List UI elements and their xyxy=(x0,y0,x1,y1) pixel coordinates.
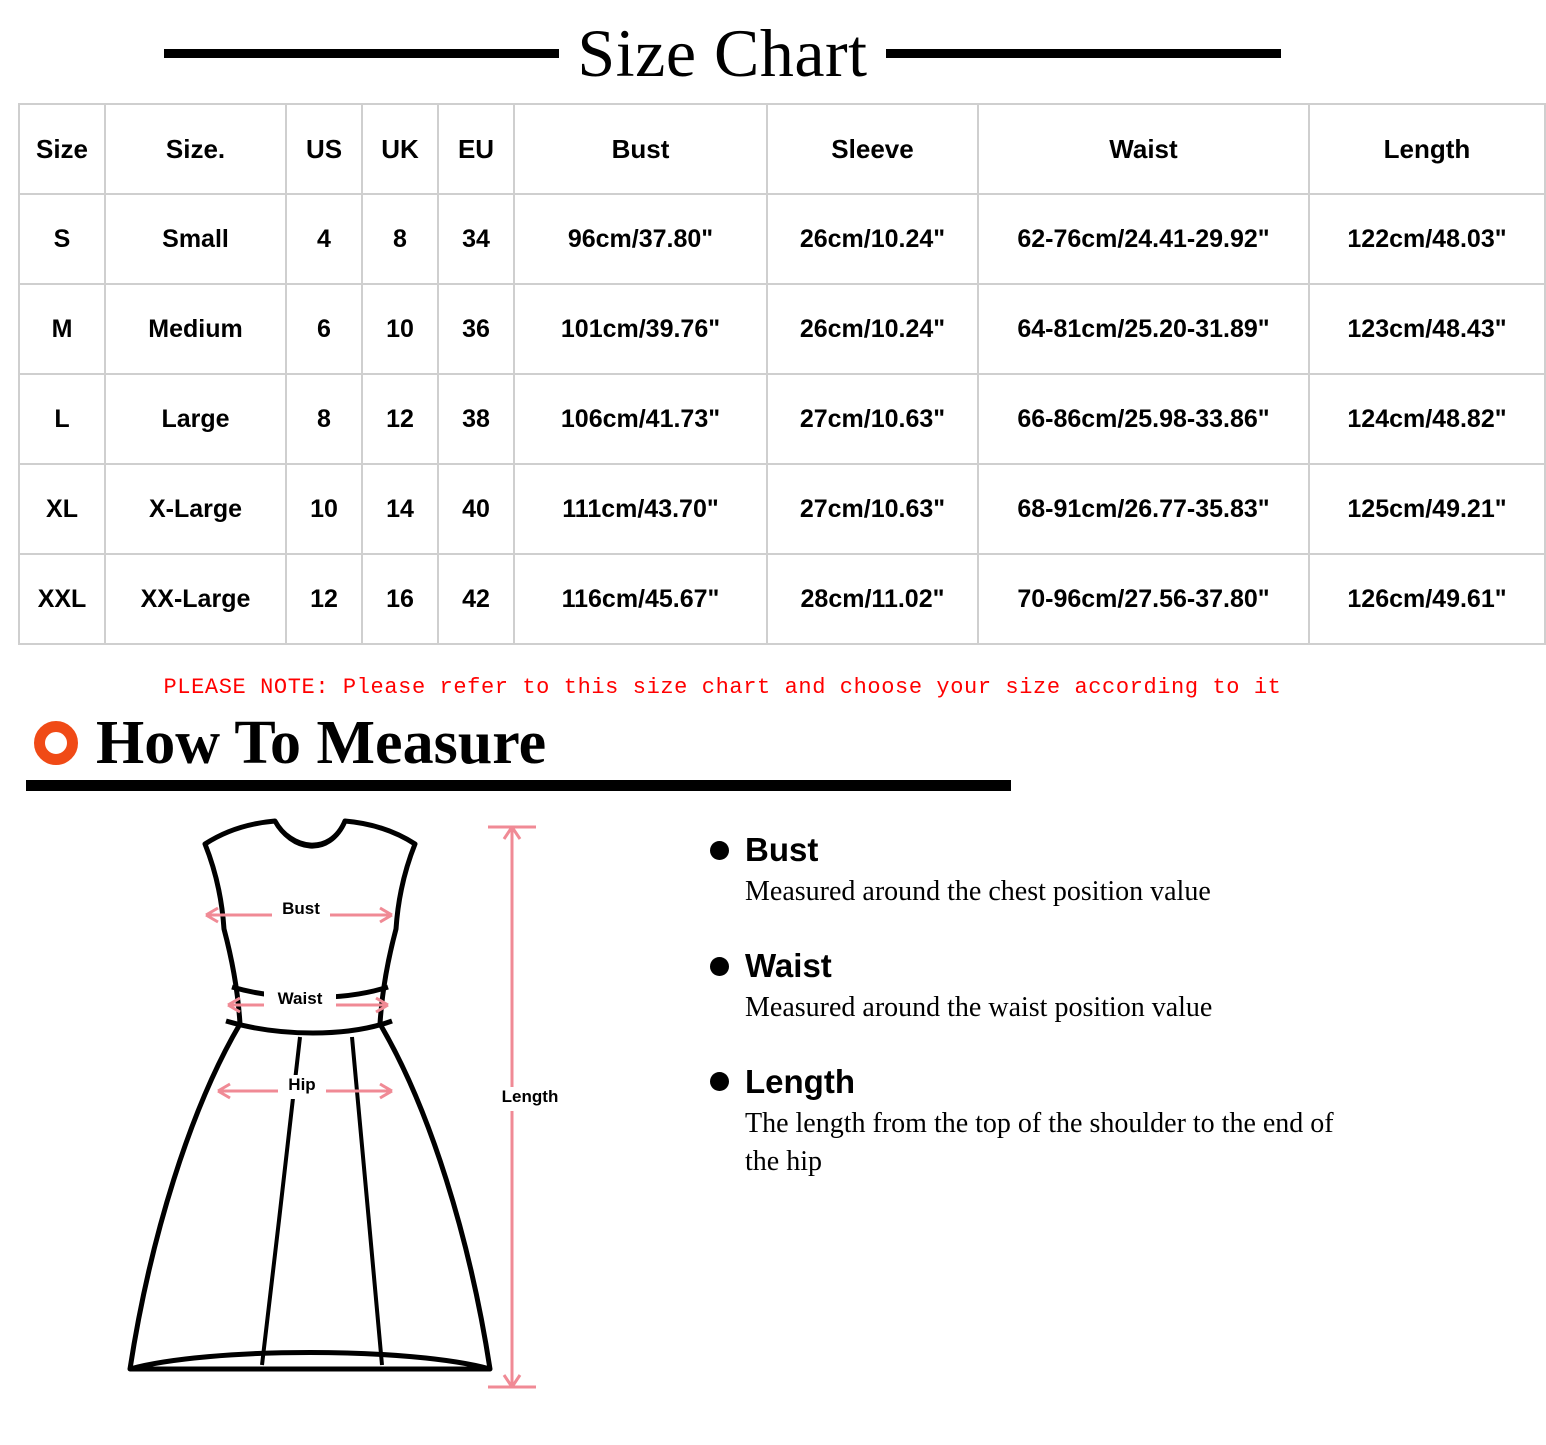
column-header-length: Length xyxy=(1309,104,1545,194)
cell-length: 125cm/49.21" xyxy=(1309,464,1545,554)
cell-size: M xyxy=(19,284,105,374)
page-header xyxy=(0,0,1445,95)
cell-length: 122cm/48.03" xyxy=(1309,194,1545,284)
measure-item-bust xyxy=(710,831,1405,911)
measure-item-text: Measured around the chest position value xyxy=(745,876,1211,908)
how-to-measure-body xyxy=(0,791,1445,1409)
measure-item-heading xyxy=(710,831,1405,869)
cell-sleeve: 26cm/10.24" xyxy=(767,194,978,284)
measure-item-text: Measured around the waist position value xyxy=(745,992,1213,1024)
dress-illustration xyxy=(0,809,680,1409)
table-row xyxy=(19,284,1545,374)
cell-us: 8 xyxy=(286,374,362,464)
cell-waist: 68-91cm/26.77-35.83" xyxy=(978,464,1309,554)
size-chart-table xyxy=(18,103,1546,645)
measure-item-title: Bust xyxy=(745,831,819,869)
cell-uk: 12 xyxy=(362,374,438,464)
cell-size-name: Small xyxy=(105,194,286,284)
dress-diagram xyxy=(0,809,680,1409)
cell-size: XL xyxy=(19,464,105,554)
measure-item-title: Length xyxy=(745,1062,855,1100)
table-row xyxy=(19,374,1545,464)
how-to-measure-header xyxy=(0,706,1445,778)
cell-bust: 116cm/45.67" xyxy=(514,554,767,644)
cell-sleeve: 27cm/10.63" xyxy=(767,374,978,464)
column-header-size: Size xyxy=(19,104,105,194)
cell-us: 10 xyxy=(286,464,362,554)
cell-uk: 16 xyxy=(362,554,438,644)
cell-sleeve: 28cm/11.02" xyxy=(767,554,978,644)
cell-size-name: XX-Large xyxy=(105,554,286,644)
size-chart-table-wrapper xyxy=(0,95,1507,645)
cell-size-name: X-Large xyxy=(105,464,286,554)
measure-item-text: The length from the top of the shoulder to the end of the hip xyxy=(745,1107,1334,1177)
cell-eu: 40 xyxy=(438,464,514,554)
column-header-uk: UK xyxy=(362,104,438,194)
cell-length: 126cm/49.61" xyxy=(1309,554,1545,644)
measure-item-waist xyxy=(710,947,1405,1027)
cell-uk: 10 xyxy=(362,284,438,374)
cell-bust: 106cm/41.73" xyxy=(514,374,767,464)
bullet-icon xyxy=(710,1072,729,1091)
cell-sleeve: 26cm/10.24" xyxy=(767,284,978,374)
ring-icon xyxy=(34,721,78,765)
cell-size-name: Medium xyxy=(105,284,286,374)
cell-us: 6 xyxy=(286,284,362,374)
measure-descriptions xyxy=(680,809,1445,1409)
cell-length: 124cm/48.82" xyxy=(1309,374,1545,464)
cell-size: S xyxy=(19,194,105,284)
header-rule-left xyxy=(164,49,559,58)
column-header-us: US xyxy=(286,104,362,194)
cell-eu: 42 xyxy=(438,554,514,644)
measure-item-heading xyxy=(710,1063,1405,1101)
cell-waist: 70-96cm/27.56-37.80" xyxy=(978,554,1309,644)
table-row xyxy=(19,464,1545,554)
cell-length: 123cm/48.43" xyxy=(1309,284,1545,374)
cell-us: 4 xyxy=(286,194,362,284)
cell-size: L xyxy=(19,374,105,464)
column-header-waist: Waist xyxy=(978,104,1309,194)
column-header-eu: EU xyxy=(438,104,514,194)
cell-bust: 96cm/37.80" xyxy=(514,194,767,284)
cell-sleeve: 27cm/10.63" xyxy=(767,464,978,554)
measure-item-length xyxy=(710,1063,1405,1181)
page-title: Size Chart xyxy=(577,15,868,91)
cell-waist: 64-81cm/25.20-31.89" xyxy=(978,284,1309,374)
cell-us: 12 xyxy=(286,554,362,644)
table-row xyxy=(19,194,1545,284)
cell-bust: 111cm/43.70" xyxy=(514,464,767,554)
measure-item-title: Waist xyxy=(745,947,832,985)
cell-size: XXL xyxy=(19,554,105,644)
how-to-measure-title: How To Measure xyxy=(96,709,547,778)
bullet-icon xyxy=(710,957,729,976)
table-row xyxy=(19,554,1545,644)
cell-uk: 8 xyxy=(362,194,438,284)
header-rule-right xyxy=(886,49,1281,58)
cell-bust: 101cm/39.76" xyxy=(514,284,767,374)
please-note-text: PLEASE NOTE: Please refer to this size chart and choose your size according to it xyxy=(163,675,1282,701)
cell-uk: 14 xyxy=(362,464,438,554)
column-header-sleeve: Sleeve xyxy=(767,104,978,194)
diagram-label-hip: Hip xyxy=(288,1075,316,1095)
bullet-icon xyxy=(710,841,729,860)
diagram-label-waist: Waist xyxy=(277,989,323,1009)
how-to-measure-rule xyxy=(26,780,1011,791)
diagram-label-bust: Bust xyxy=(282,899,320,919)
cell-eu: 36 xyxy=(438,284,514,374)
column-header-bust: Bust xyxy=(514,104,767,194)
table-header-row xyxy=(19,104,1545,194)
cell-waist: 66-86cm/25.98-33.86" xyxy=(978,374,1309,464)
diagram-label-length: Length xyxy=(501,1087,559,1107)
cell-waist: 62-76cm/24.41-29.92" xyxy=(978,194,1309,284)
cell-size-name: Large xyxy=(105,374,286,464)
column-header-size-name: Size. xyxy=(105,104,286,194)
cell-eu: 38 xyxy=(438,374,514,464)
measure-item-heading xyxy=(710,947,1405,985)
cell-eu: 34 xyxy=(438,194,514,284)
